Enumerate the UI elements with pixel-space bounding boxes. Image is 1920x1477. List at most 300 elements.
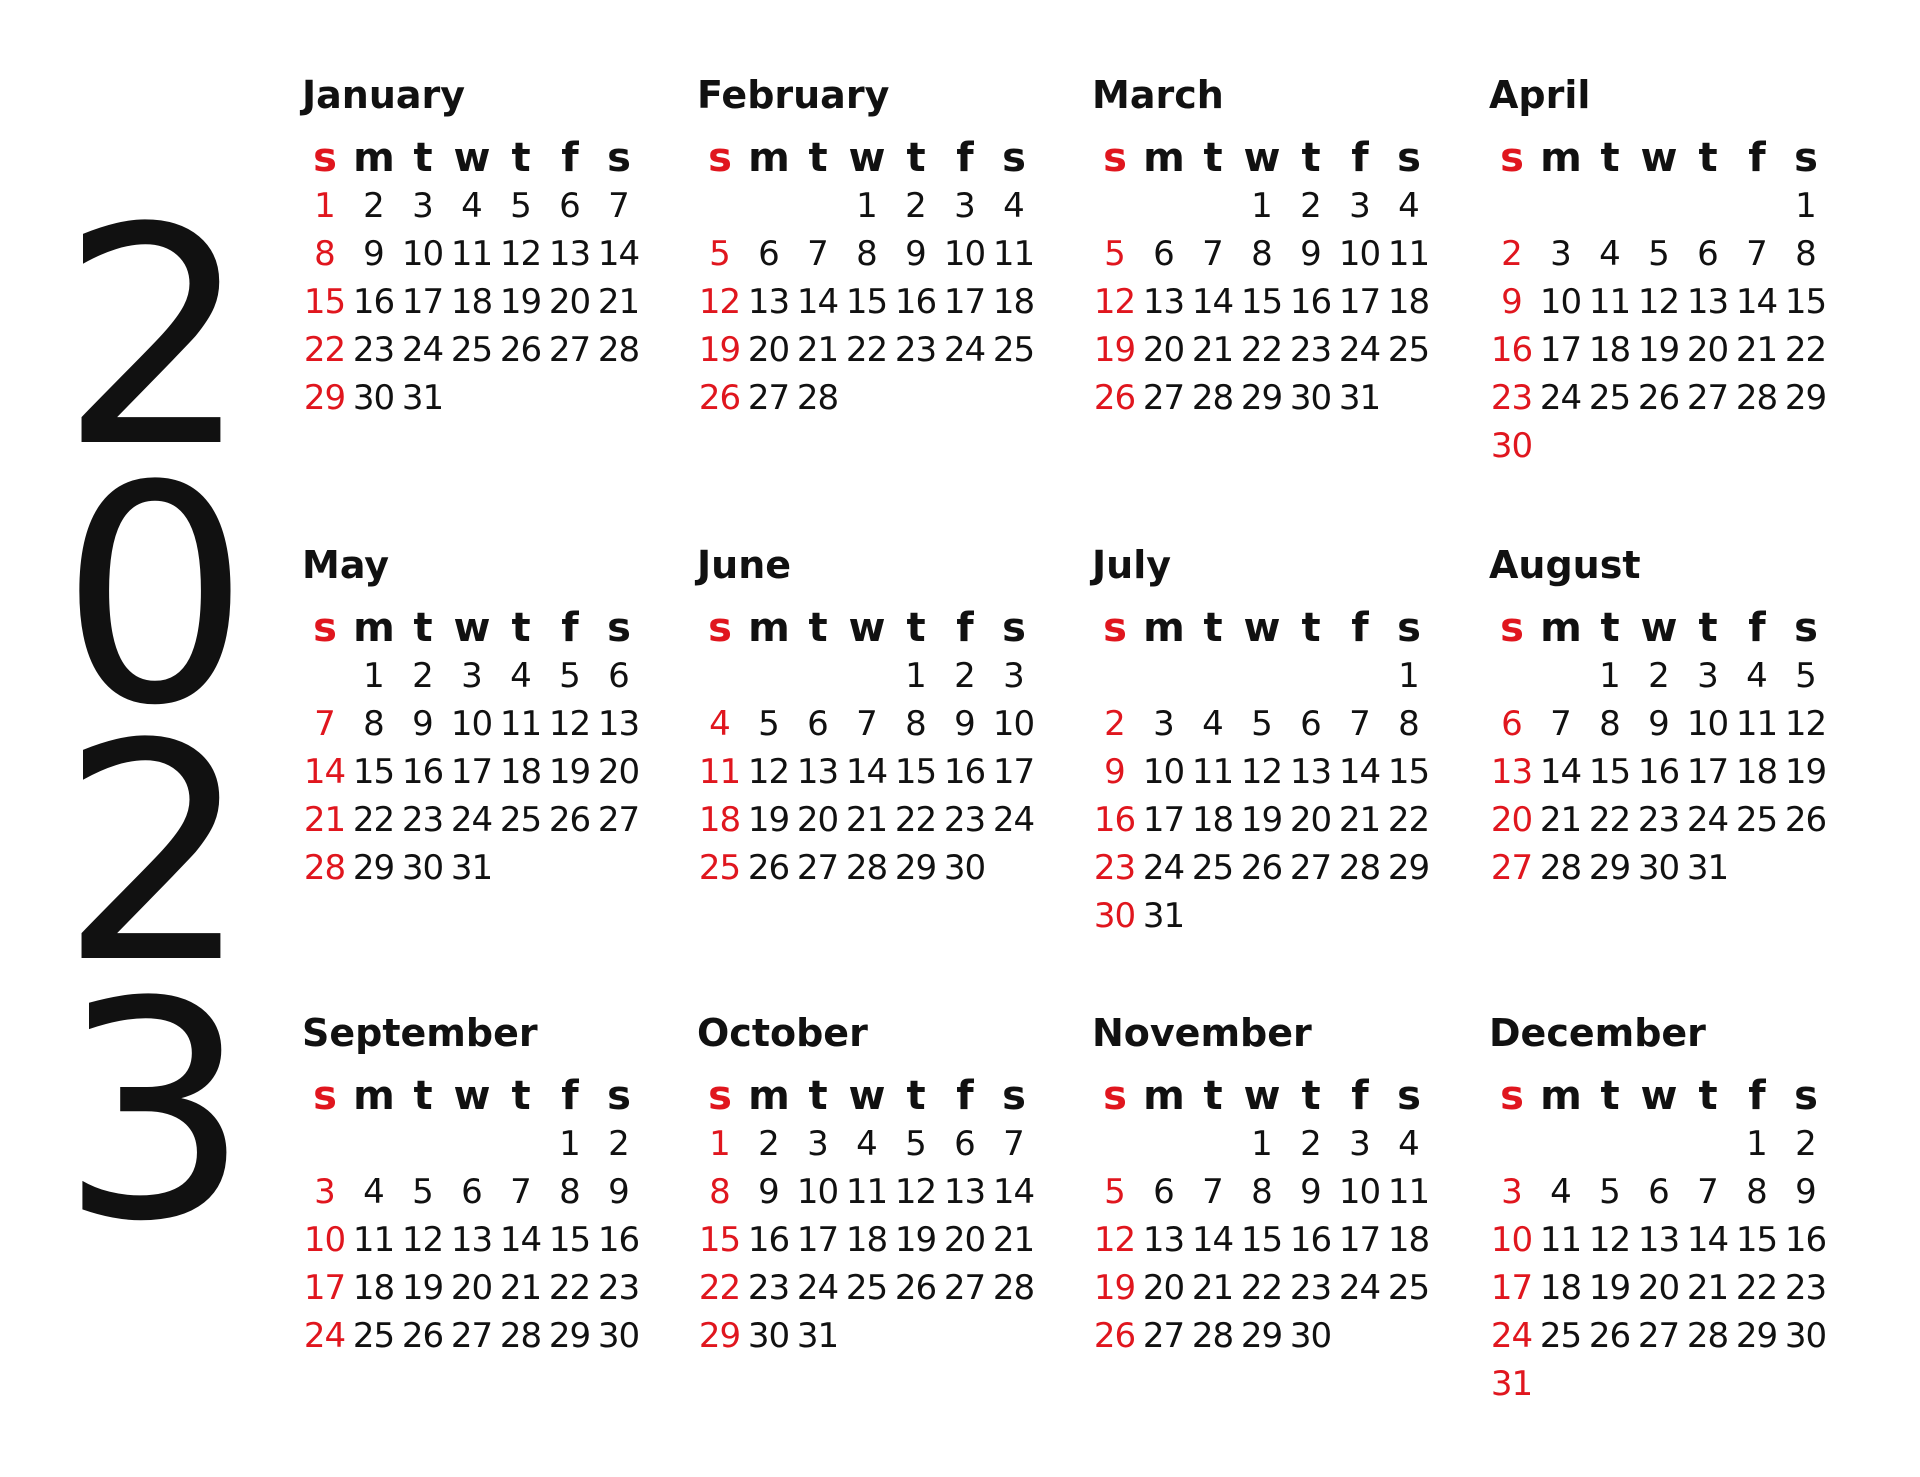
day-cell: 21 xyxy=(1686,1268,1729,1308)
day-cell: 16 xyxy=(1490,330,1533,370)
day-cell: 14 xyxy=(1539,752,1582,792)
weekday-header: t xyxy=(1301,1073,1320,1119)
day-cell: 11 xyxy=(845,1172,888,1212)
month-name: November xyxy=(1092,1011,1312,1055)
day-cell: 20 xyxy=(943,1220,986,1260)
day-cell: 20 xyxy=(597,752,640,792)
day-cell: 4 xyxy=(363,1172,384,1212)
weekday-header: t xyxy=(1698,135,1717,181)
weekday-header: s xyxy=(607,1073,630,1119)
day-cell: 30 xyxy=(1784,1316,1827,1356)
day-cell: 23 xyxy=(1784,1268,1827,1308)
day-cell: 3 xyxy=(954,186,975,226)
day-cell: 23 xyxy=(352,330,395,370)
day-cell: 22 xyxy=(1240,330,1283,370)
day-cell: 12 xyxy=(894,1172,937,1212)
month-name: October xyxy=(697,1011,868,1055)
weekday-header: f xyxy=(1748,1073,1765,1119)
day-cell: 29 xyxy=(1387,848,1430,888)
day-cell: 17 xyxy=(1338,1220,1381,1260)
day-cell: 5 xyxy=(510,186,531,226)
day-cell: 24 xyxy=(303,1316,346,1356)
day-cell: 12 xyxy=(1093,1220,1136,1260)
day-cell: 12 xyxy=(401,1220,444,1260)
day-cell: 19 xyxy=(1240,800,1283,840)
empty-cell xyxy=(1683,182,1732,230)
day-cell: 22 xyxy=(1387,800,1430,840)
day-cell: 2 xyxy=(412,656,433,696)
day-cell: 24 xyxy=(1490,1316,1533,1356)
day-cell: 27 xyxy=(747,378,790,418)
day-cell: 10 xyxy=(1490,1220,1533,1260)
empty-cell xyxy=(1090,1120,1139,1168)
day-cell: 18 xyxy=(845,1220,888,1260)
day-cell: 21 xyxy=(796,330,839,370)
day-cell: 12 xyxy=(499,234,542,274)
day-cell: 20 xyxy=(450,1268,493,1308)
day-cell: 27 xyxy=(548,330,591,370)
day-cell: 26 xyxy=(1588,1316,1631,1356)
day-cell: 14 xyxy=(992,1172,1035,1212)
day-cell: 18 xyxy=(1588,330,1631,370)
day-cell: 31 xyxy=(1142,896,1185,936)
weekday-header: f xyxy=(956,135,973,181)
day-cell: 18 xyxy=(450,282,493,322)
weekday-header: t xyxy=(808,135,827,181)
day-cell: 15 xyxy=(548,1220,591,1260)
day-cell: 3 xyxy=(461,656,482,696)
day-cell: 6 xyxy=(807,704,828,744)
day-cell: 9 xyxy=(1648,704,1669,744)
day-cell: 23 xyxy=(1289,1268,1332,1308)
empty-cell xyxy=(1487,652,1536,700)
month-grid xyxy=(300,604,640,892)
weekday-header: s xyxy=(1397,605,1420,651)
day-cell: 7 xyxy=(1697,1172,1718,1212)
day-cell: 8 xyxy=(709,1172,730,1212)
empty-cell xyxy=(1683,1120,1732,1168)
day-cell: 17 xyxy=(943,282,986,322)
day-cell: 3 xyxy=(1349,1124,1370,1164)
weekday-header: t xyxy=(906,135,925,181)
day-cell: 17 xyxy=(1539,330,1582,370)
day-cell: 5 xyxy=(709,234,730,274)
weekday-header: w xyxy=(1243,605,1280,651)
day-cell: 3 xyxy=(1501,1172,1522,1212)
day-cell: 12 xyxy=(1093,282,1136,322)
day-cell: 24 xyxy=(796,1268,839,1308)
month-grid xyxy=(695,604,1035,892)
day-cell: 17 xyxy=(1338,282,1381,322)
empty-cell xyxy=(1139,1120,1188,1168)
day-cell: 22 xyxy=(1588,800,1631,840)
day-cell: 19 xyxy=(698,330,741,370)
day-cell: 17 xyxy=(303,1268,346,1308)
day-cell: 5 xyxy=(1251,704,1272,744)
day-cell: 6 xyxy=(758,234,779,274)
day-cell: 16 xyxy=(401,752,444,792)
day-cell: 20 xyxy=(1490,800,1533,840)
day-cell: 1 xyxy=(1251,186,1272,226)
empty-cell xyxy=(1335,652,1384,700)
day-cell: 27 xyxy=(796,848,839,888)
day-cell: 3 xyxy=(1153,704,1174,744)
day-cell: 5 xyxy=(1104,234,1125,274)
month-grid xyxy=(1487,134,1827,470)
day-cell: 17 xyxy=(992,752,1035,792)
day-cell: 14 xyxy=(499,1220,542,1260)
day-cell: 21 xyxy=(597,282,640,322)
weekday-header: f xyxy=(1351,1073,1368,1119)
day-cell: 23 xyxy=(1289,330,1332,370)
day-cell: 1 xyxy=(1251,1124,1272,1164)
weekday-header: t xyxy=(906,605,925,651)
day-cell: 4 xyxy=(709,704,730,744)
day-cell: 12 xyxy=(1784,704,1827,744)
day-cell: 13 xyxy=(1637,1220,1680,1260)
day-cell: 29 xyxy=(303,378,346,418)
weekday-header: t xyxy=(808,605,827,651)
day-cell: 1 xyxy=(559,1124,580,1164)
day-cell: 14 xyxy=(1735,282,1778,322)
day-cell: 1 xyxy=(905,656,926,696)
day-cell: 2 xyxy=(1795,1124,1816,1164)
day-cell: 18 xyxy=(1387,282,1430,322)
day-cell: 11 xyxy=(1539,1220,1582,1260)
empty-cell xyxy=(349,1120,398,1168)
day-cell: 13 xyxy=(1289,752,1332,792)
weekday-header: s xyxy=(708,1073,731,1119)
weekday-header: m xyxy=(353,605,394,651)
day-cell: 15 xyxy=(1784,282,1827,322)
weekday-header: t xyxy=(1301,135,1320,181)
month-grid xyxy=(1090,134,1430,422)
weekday-header: t xyxy=(1301,605,1320,651)
day-cell: 1 xyxy=(1795,186,1816,226)
day-cell: 13 xyxy=(943,1172,986,1212)
day-cell: 8 xyxy=(905,704,926,744)
weekday-header: s xyxy=(708,605,731,651)
day-cell: 1 xyxy=(1746,1124,1767,1164)
day-cell: 12 xyxy=(548,704,591,744)
day-cell: 14 xyxy=(597,234,640,274)
day-cell: 21 xyxy=(303,800,346,840)
day-cell: 8 xyxy=(1795,234,1816,274)
day-cell: 25 xyxy=(992,330,1035,370)
day-cell: 9 xyxy=(1795,1172,1816,1212)
day-cell: 9 xyxy=(758,1172,779,1212)
day-cell: 29 xyxy=(548,1316,591,1356)
day-cell: 3 xyxy=(314,1172,335,1212)
day-cell: 24 xyxy=(1338,330,1381,370)
day-cell: 29 xyxy=(1240,1316,1283,1356)
weekday-header: w xyxy=(453,1073,490,1119)
day-cell: 4 xyxy=(856,1124,877,1164)
weekday-header: w xyxy=(1640,1073,1677,1119)
day-cell: 6 xyxy=(461,1172,482,1212)
day-cell: 28 xyxy=(1686,1316,1729,1356)
day-cell: 27 xyxy=(450,1316,493,1356)
day-cell: 31 xyxy=(450,848,493,888)
weekday-header: t xyxy=(1203,1073,1222,1119)
weekday-header: t xyxy=(1600,1073,1619,1119)
weekday-header: s xyxy=(607,605,630,651)
day-cell: 4 xyxy=(510,656,531,696)
day-cell: 22 xyxy=(303,330,346,370)
day-cell: 25 xyxy=(845,1268,888,1308)
empty-cell xyxy=(1585,1120,1634,1168)
weekday-header: w xyxy=(453,135,490,181)
empty-cell xyxy=(1487,182,1536,230)
empty-cell xyxy=(1536,182,1585,230)
year-digit: 2 xyxy=(59,680,251,1029)
day-cell: 11 xyxy=(499,704,542,744)
weekday-header: s xyxy=(1500,135,1523,181)
day-cell: 3 xyxy=(1349,186,1370,226)
day-cell: 5 xyxy=(1795,656,1816,696)
month-april xyxy=(1487,70,1827,470)
empty-cell xyxy=(744,652,793,700)
empty-cell xyxy=(1139,182,1188,230)
day-cell: 9 xyxy=(1300,1172,1321,1212)
empty-cell xyxy=(1536,652,1585,700)
day-cell: 22 xyxy=(1784,330,1827,370)
weekday-header: s xyxy=(1794,605,1817,651)
day-cell: 24 xyxy=(1142,848,1185,888)
day-cell: 6 xyxy=(559,186,580,226)
day-cell: 13 xyxy=(548,234,591,274)
day-cell: 1 xyxy=(314,186,335,226)
day-cell: 10 xyxy=(1539,282,1582,322)
weekday-header: f xyxy=(1351,135,1368,181)
day-cell: 22 xyxy=(352,800,395,840)
empty-cell xyxy=(793,182,842,230)
weekday-header: m xyxy=(748,135,789,181)
month-november xyxy=(1090,1008,1430,1360)
day-cell: 23 xyxy=(401,800,444,840)
day-cell: 19 xyxy=(747,800,790,840)
day-cell: 21 xyxy=(499,1268,542,1308)
weekday-header: s xyxy=(313,605,336,651)
day-cell: 16 xyxy=(943,752,986,792)
weekday-header: m xyxy=(353,135,394,181)
day-cell: 28 xyxy=(499,1316,542,1356)
day-cell: 8 xyxy=(314,234,335,274)
day-cell: 12 xyxy=(1637,282,1680,322)
day-cell: 16 xyxy=(1637,752,1680,792)
weekday-header: s xyxy=(1794,1073,1817,1119)
month-grid xyxy=(695,134,1035,422)
day-cell: 14 xyxy=(303,752,346,792)
day-cell: 8 xyxy=(1398,704,1419,744)
day-cell: 10 xyxy=(1338,1172,1381,1212)
day-cell: 26 xyxy=(1784,800,1827,840)
day-cell: 2 xyxy=(954,656,975,696)
day-cell: 20 xyxy=(747,330,790,370)
day-cell: 27 xyxy=(943,1268,986,1308)
day-cell: 10 xyxy=(1686,704,1729,744)
weekday-header: w xyxy=(1243,135,1280,181)
day-cell: 3 xyxy=(412,186,433,226)
weekday-header: t xyxy=(906,1073,925,1119)
day-cell: 3 xyxy=(1003,656,1024,696)
day-cell: 26 xyxy=(401,1316,444,1356)
day-cell: 23 xyxy=(597,1268,640,1308)
day-cell: 5 xyxy=(1104,1172,1125,1212)
weekday-header: m xyxy=(1540,605,1581,651)
day-cell: 13 xyxy=(597,704,640,744)
day-cell: 23 xyxy=(1490,378,1533,418)
empty-cell xyxy=(398,1120,447,1168)
weekday-header: s xyxy=(1002,135,1025,181)
empty-cell xyxy=(1090,182,1139,230)
day-cell: 11 xyxy=(992,234,1035,274)
day-cell: 23 xyxy=(1093,848,1136,888)
weekday-header: t xyxy=(1203,605,1222,651)
day-cell: 17 xyxy=(1686,752,1729,792)
weekday-header: t xyxy=(413,1073,432,1119)
weekday-header: s xyxy=(1103,605,1126,651)
day-cell: 31 xyxy=(1338,378,1381,418)
day-cell: 30 xyxy=(401,848,444,888)
day-cell: 24 xyxy=(943,330,986,370)
weekday-header: s xyxy=(1794,135,1817,181)
day-cell: 8 xyxy=(363,704,384,744)
month-name: June xyxy=(697,543,792,587)
weekday-header: m xyxy=(1143,1073,1184,1119)
day-cell: 7 xyxy=(1003,1124,1024,1164)
day-cell: 27 xyxy=(1142,378,1185,418)
month-name: March xyxy=(1092,73,1224,117)
day-cell: 28 xyxy=(845,848,888,888)
day-cell: 11 xyxy=(1387,1172,1430,1212)
month-name: April xyxy=(1489,73,1591,117)
day-cell: 26 xyxy=(1240,848,1283,888)
day-cell: 7 xyxy=(856,704,877,744)
empty-cell xyxy=(842,652,891,700)
day-cell: 5 xyxy=(905,1124,926,1164)
day-cell: 30 xyxy=(1490,426,1533,466)
month-grid xyxy=(300,134,640,422)
empty-cell xyxy=(1634,182,1683,230)
day-cell: 15 xyxy=(1588,752,1631,792)
weekday-header: w xyxy=(453,605,490,651)
day-cell: 4 xyxy=(1398,1124,1419,1164)
day-cell: 1 xyxy=(1398,656,1419,696)
day-cell: 13 xyxy=(1142,1220,1185,1260)
day-cell: 21 xyxy=(1735,330,1778,370)
day-cell: 7 xyxy=(1349,704,1370,744)
day-cell: 1 xyxy=(709,1124,730,1164)
day-cell: 7 xyxy=(510,1172,531,1212)
day-cell: 13 xyxy=(1686,282,1729,322)
day-cell: 9 xyxy=(363,234,384,274)
day-cell: 16 xyxy=(894,282,937,322)
day-cell: 20 xyxy=(1686,330,1729,370)
month-grid xyxy=(1487,604,1827,892)
day-cell: 15 xyxy=(1735,1220,1778,1260)
weekday-header: t xyxy=(1600,135,1619,181)
day-cell: 2 xyxy=(363,186,384,226)
day-cell: 29 xyxy=(1784,378,1827,418)
weekday-header: m xyxy=(1540,135,1581,181)
day-cell: 15 xyxy=(1387,752,1430,792)
weekday-header: s xyxy=(1500,605,1523,651)
empty-cell xyxy=(447,1120,496,1168)
weekday-header: s xyxy=(1002,1073,1025,1119)
day-cell: 23 xyxy=(943,800,986,840)
day-cell: 9 xyxy=(905,234,926,274)
day-cell: 8 xyxy=(1251,1172,1272,1212)
day-cell: 29 xyxy=(1588,848,1631,888)
day-cell: 22 xyxy=(1240,1268,1283,1308)
empty-cell xyxy=(793,652,842,700)
day-cell: 13 xyxy=(1490,752,1533,792)
day-cell: 9 xyxy=(1501,282,1522,322)
day-cell: 1 xyxy=(363,656,384,696)
day-cell: 18 xyxy=(499,752,542,792)
month-name: May xyxy=(302,543,390,587)
day-cell: 16 xyxy=(1289,282,1332,322)
weekday-header: t xyxy=(1698,1073,1717,1119)
day-cell: 3 xyxy=(1697,656,1718,696)
month-name: July xyxy=(1092,543,1171,587)
day-cell: 2 xyxy=(905,186,926,226)
day-cell: 5 xyxy=(559,656,580,696)
day-cell: 30 xyxy=(352,378,395,418)
month-january xyxy=(300,70,640,422)
month-march xyxy=(1090,70,1430,422)
day-cell: 17 xyxy=(401,282,444,322)
empty-cell xyxy=(1536,1120,1585,1168)
day-cell: 31 xyxy=(796,1316,839,1356)
weekday-header: s xyxy=(1500,1073,1523,1119)
empty-cell xyxy=(744,182,793,230)
day-cell: 9 xyxy=(412,704,433,744)
weekday-header: f xyxy=(1748,135,1765,181)
day-cell: 19 xyxy=(548,752,591,792)
weekday-header: w xyxy=(1640,135,1677,181)
day-cell: 4 xyxy=(1003,186,1024,226)
weekday-header: s xyxy=(1397,135,1420,181)
day-cell: 23 xyxy=(1637,800,1680,840)
weekday-header: m xyxy=(748,1073,789,1119)
day-cell: 10 xyxy=(1338,234,1381,274)
empty-cell xyxy=(300,652,349,700)
day-cell: 25 xyxy=(450,330,493,370)
empty-cell xyxy=(1188,652,1237,700)
day-cell: 9 xyxy=(1104,752,1125,792)
day-cell: 6 xyxy=(1648,1172,1669,1212)
weekday-header: w xyxy=(848,605,885,651)
day-cell: 29 xyxy=(698,1316,741,1356)
day-cell: 20 xyxy=(1289,800,1332,840)
day-cell: 18 xyxy=(992,282,1035,322)
day-cell: 11 xyxy=(450,234,493,274)
day-cell: 18 xyxy=(1735,752,1778,792)
weekday-header: s xyxy=(607,135,630,181)
weekday-header: t xyxy=(511,1073,530,1119)
day-cell: 26 xyxy=(698,378,741,418)
day-cell: 9 xyxy=(954,704,975,744)
weekday-header: s xyxy=(313,135,336,181)
day-cell: 29 xyxy=(1735,1316,1778,1356)
day-cell: 30 xyxy=(1289,1316,1332,1356)
day-cell: 28 xyxy=(1191,378,1234,418)
day-cell: 2 xyxy=(1501,234,1522,274)
day-cell: 13 xyxy=(450,1220,493,1260)
day-cell: 21 xyxy=(992,1220,1035,1260)
